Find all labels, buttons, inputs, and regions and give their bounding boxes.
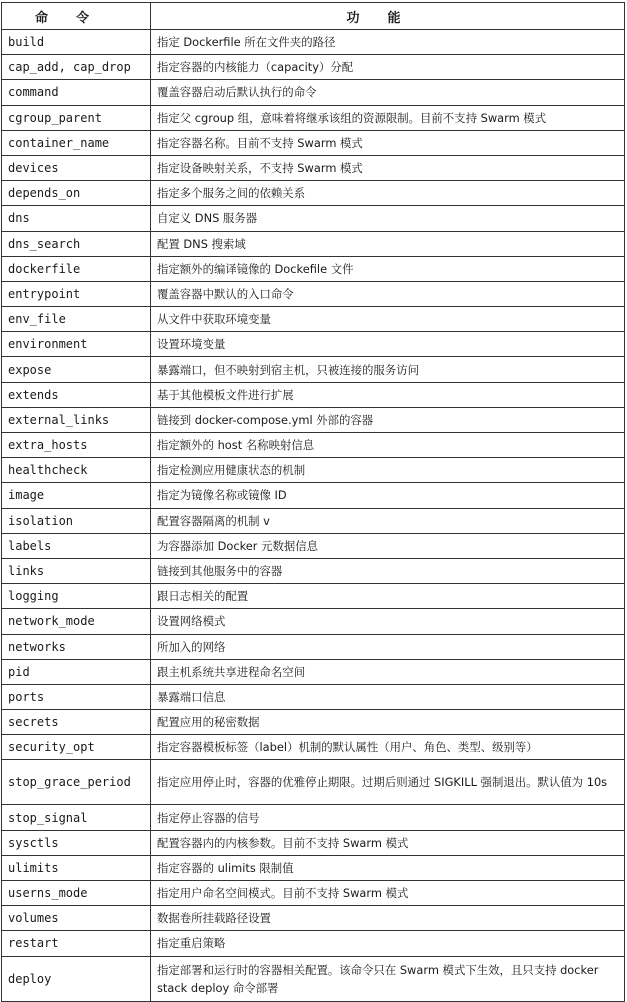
command-name: sysctls <box>2 830 151 855</box>
command-description: 指定额外的 host 名称映射信息 <box>151 433 625 458</box>
command-description: 配置容器内的内核参数。目前不支持 Swarm 模式 <box>151 830 625 855</box>
table-row <box>2 433 625 458</box>
table-row <box>2 735 625 760</box>
command-name: environment <box>2 332 151 357</box>
table-row <box>2 609 625 634</box>
command-description: 覆盖容器中默认的入口命令 <box>151 281 625 306</box>
command-description: 基于其他模板文件进行扩展 <box>151 382 625 407</box>
table-row <box>2 508 625 533</box>
table-row <box>2 584 625 609</box>
command-name: cap_add, cap_drop <box>2 55 151 80</box>
table-row <box>2 357 625 382</box>
command-name: secrets <box>2 710 151 735</box>
table-body <box>2 30 625 1002</box>
command-name: external_links <box>2 407 151 432</box>
table-row <box>2 855 625 880</box>
command-name: volumes <box>2 906 151 931</box>
command-description: 指定停止容器的信号 <box>151 805 625 830</box>
table-row <box>2 256 625 281</box>
command-description: 从文件中获取环境变量 <box>151 307 625 332</box>
table-row <box>2 130 625 155</box>
table-header-row <box>2 3 625 30</box>
command-name: healthcheck <box>2 458 151 483</box>
header-command: 命令 <box>2 3 151 30</box>
command-name: image <box>2 483 151 508</box>
command-name: extends <box>2 382 151 407</box>
command-description: 指定多个服务之间的依赖关系 <box>151 181 625 206</box>
command-name: networks <box>2 634 151 659</box>
table-row <box>2 906 625 931</box>
command-description: 所加入的网络 <box>151 634 625 659</box>
command-description: 指定 Dockerfile 所在文件夹的路径 <box>151 30 625 55</box>
command-name: cgroup_parent <box>2 105 151 130</box>
table-row <box>2 407 625 432</box>
command-description: 数据卷所挂载路径设置 <box>151 906 625 931</box>
table-row <box>2 155 625 180</box>
command-name: command <box>2 80 151 105</box>
table-row <box>2 956 625 1001</box>
table-row <box>2 634 625 659</box>
command-name: dns_search <box>2 231 151 256</box>
command-name: security_opt <box>2 735 151 760</box>
command-name: isolation <box>2 508 151 533</box>
command-description: 指定应用停止时，容器的优雅停止期限。过期后则通过 SIGKILL 强制退出。默认值为 10s <box>151 760 625 805</box>
command-description: 配置应用的秘密数据 <box>151 710 625 735</box>
command-name: ports <box>2 684 151 709</box>
table-row <box>2 931 625 956</box>
command-name: userns_mode <box>2 881 151 906</box>
command-name: dns <box>2 206 151 231</box>
table-row <box>2 55 625 80</box>
table-row <box>2 659 625 684</box>
command-name: deploy <box>2 956 151 1001</box>
table-row <box>2 760 625 805</box>
command-name: restart <box>2 931 151 956</box>
command-description: 指定用户命名空间模式。目前不支持 Swarm 模式 <box>151 881 625 906</box>
command-description: 指定父 cgroup 组，意味着将继承该组的资源限制。目前不支持 Swarm 模式 <box>151 105 625 130</box>
command-name: container_name <box>2 130 151 155</box>
table-row <box>2 684 625 709</box>
command-name: pid <box>2 659 151 684</box>
command-description: 指定容器的内核能力（capacity）分配 <box>151 55 625 80</box>
header-function: 功能 <box>151 3 625 30</box>
command-name: devices <box>2 155 151 180</box>
command-description: 为容器添加 Docker 元数据信息 <box>151 533 625 558</box>
command-description: 跟主机系统共享进程命名空间 <box>151 659 625 684</box>
command-name: logging <box>2 584 151 609</box>
table-row <box>2 805 625 830</box>
command-description: 指定检测应用健康状态的机制 <box>151 458 625 483</box>
command-description: 配置容器隔离的机制 v <box>151 508 625 533</box>
command-description: 指定设备映射关系，不支持 Swarm 模式 <box>151 155 625 180</box>
command-name: depends_on <box>2 181 151 206</box>
table-row <box>2 881 625 906</box>
table-row <box>2 332 625 357</box>
command-description: 指定容器模板标签（label）机制的默认属性（用户、角色、类型、级别等） <box>151 735 625 760</box>
compose-commands-table <box>1 2 625 1002</box>
command-name: ulimits <box>2 855 151 880</box>
command-description: 指定部署和运行时的容器相关配置。该命令只在 Swarm 模式下生效，且只支持 docker stack deploy 命令部署 <box>151 956 625 1001</box>
table-row <box>2 830 625 855</box>
command-name: dockerfile <box>2 256 151 281</box>
command-description: 设置环境变量 <box>151 332 625 357</box>
command-name: extra_hosts <box>2 433 151 458</box>
command-name: stop_grace_period <box>2 760 151 805</box>
table-row <box>2 558 625 583</box>
command-description: 指定额外的编译镜像的 Dockefile 文件 <box>151 256 625 281</box>
table-row <box>2 483 625 508</box>
table-row <box>2 382 625 407</box>
command-description: 指定重启策略 <box>151 931 625 956</box>
table-row <box>2 206 625 231</box>
command-description: 暴露端口，但不映射到宿主机，只被连接的服务访问 <box>151 357 625 382</box>
command-name: network_mode <box>2 609 151 634</box>
table-row <box>2 105 625 130</box>
command-name: env_file <box>2 307 151 332</box>
command-description: 跟日志相关的配置 <box>151 584 625 609</box>
command-name: links <box>2 558 151 583</box>
command-description: 覆盖容器启动后默认执行的命令 <box>151 80 625 105</box>
command-name: entrypoint <box>2 281 151 306</box>
table-row <box>2 458 625 483</box>
command-name: expose <box>2 357 151 382</box>
command-description: 链接到其他服务中的容器 <box>151 558 625 583</box>
command-name: labels <box>2 533 151 558</box>
command-description: 设置网络模式 <box>151 609 625 634</box>
command-name: build <box>2 30 151 55</box>
table-row <box>2 181 625 206</box>
table-row <box>2 307 625 332</box>
command-description: 指定为镜像名称或镜像 ID <box>151 483 625 508</box>
command-description: 配置 DNS 搜索域 <box>151 231 625 256</box>
command-description: 自定义 DNS 服务器 <box>151 206 625 231</box>
table-row <box>2 30 625 55</box>
command-description: 指定容器名称。目前不支持 Swarm 模式 <box>151 130 625 155</box>
table-row <box>2 80 625 105</box>
table-row <box>2 231 625 256</box>
table-row <box>2 710 625 735</box>
command-description: 链接到 docker-compose.yml 外部的容器 <box>151 407 625 432</box>
table-row <box>2 533 625 558</box>
command-description: 指定容器的 ulimits 限制值 <box>151 855 625 880</box>
command-description: 暴露端口信息 <box>151 684 625 709</box>
table-row <box>2 281 625 306</box>
command-name: stop_signal <box>2 805 151 830</box>
